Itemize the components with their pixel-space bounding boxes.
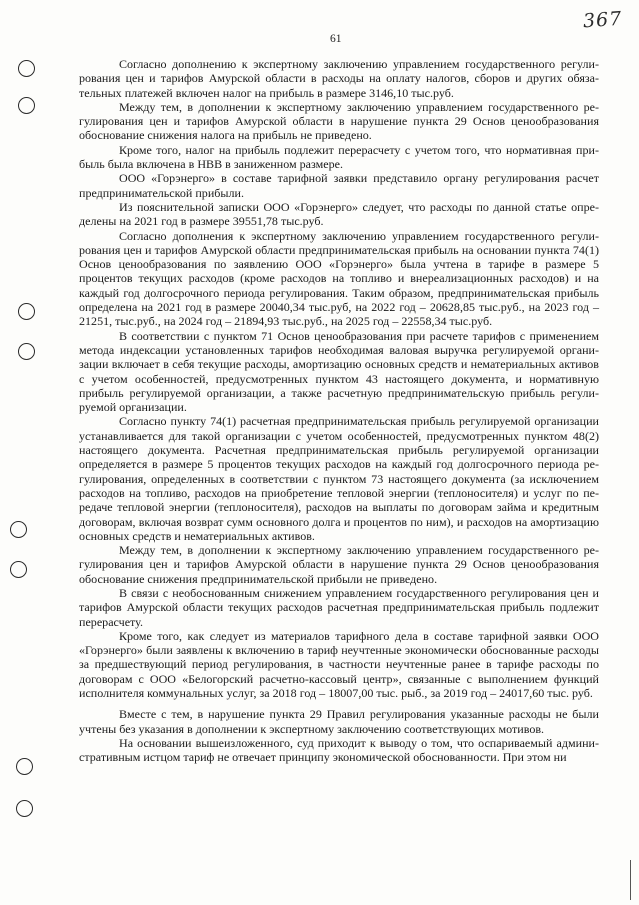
paragraph: Кроме того, налог на прибыль подлежит перерасчету с учетом того, что нормативная прибыль была включена в НВВ в заниженном размере. bbox=[79, 142, 599, 172]
handwritten-page-number: 367 bbox=[582, 7, 623, 33]
binder-hole-icon bbox=[18, 303, 35, 320]
paragraph: В связи с необоснованным снижением управлением государственного регулирования цен и тарифов Амурской области текущих расходов расчетная предпринимательская прибыль подлежит перерасчету. bbox=[79, 585, 599, 629]
paragraph: Согласно дополнению к экспертному заключению управлением государственного регулирования цен и тарифов Амурской области в расходы на оплату налогов, сборов и других обязательных платежей включен налог на прибыль в размере 3146,10 тыс.руб. bbox=[79, 57, 599, 100]
binder-hole-icon bbox=[10, 561, 27, 578]
paragraph: ООО «Горэнерго» в составе тарифной заявки представило органу регулирования расчет предпринимательской прибыли. bbox=[79, 171, 599, 200]
binder-hole-icon bbox=[18, 97, 35, 114]
page-number: 61 bbox=[330, 33, 342, 45]
paragraph: Согласно дополнения к экспертному заключению управлением государственного регулирования цен и тарифов Амурской области предпринимательская прибыль на основании пункта 74(1) Основ ценообразования по заявлению ООО «Горэнерго» была учтена в тарифе в размере 5 процентов текущих расходов (кроме расходов на топливо и внереализационных расходов) и на каждый год долгосрочного периода регулирования. Таким образом, предпринимательская прибыль определена на 2021 год в размере 20040,34 тыс.руб, на 2022 год – 20628,85 тыс.руб., на 2023 год – 21251, тыс.руб., на 2024 год – 21894,93 тыс.руб., на 2025 год – 22558,34 тыс.руб. bbox=[79, 228, 599, 329]
binder-hole-icon bbox=[16, 758, 33, 775]
paragraph: Вместе с тем, в нарушение пункта 29 Правил регулирования указанные расходы не были учтены без указания в дополнении к экспертному заключению соответствующих мотивов. bbox=[79, 707, 599, 736]
paragraph: Из пояснительной записки ООО «Горэнерго» следует, что расходы по данной статье определены на 2021 год в размере 39551,78 тыс.руб. bbox=[79, 199, 599, 229]
binder-hole-icon bbox=[18, 343, 35, 360]
binder-hole-icon bbox=[16, 800, 33, 817]
paragraph: На основании вышеизложенного, суд приходит к выводу о том, что оспариваемый административным истцом тариф не отвечает принципу экономической обоснованности. При этом ни bbox=[79, 735, 599, 765]
binder-hole-icon bbox=[18, 60, 35, 77]
paragraph: Согласно пункту 74(1) расчетная предпринимательская прибыль регулируемой организации устанавливается для такой организации с учетом особенностей, предусмотренных пунктом 48(2) настоящего документа. Расчетная предпринимательская прибыль регулируемой организации определяется в размере 5 процентов текущих расходов на каждый год долгосрочного периода регулирования, определенных в соответствии с пунктом 73 настоящего документа (за исключением расходов на топливо, расходов на приобретение тепловой энергии (теплоносителя) и услуг по передаче тепловой энергии (теплоносителя), расходов на выплаты по договорам займа и кредитным договорам, включая возврат сумм основного долга и процентов по ним), и расходов на амортизацию основных средств и нематериальных активов. bbox=[79, 414, 599, 543]
paragraph: В соответствии с пунктом 71 Основ ценообразования при расчете тарифов с применением метода индексации установленных тарифов необходимая валовая выручка регулируемой организации включает в себя текущие расходы, амортизацию основных средств и нематериальных активов с учетом особенностей, предусмотренных пунктом 43 настоящего документа, и нормативную прибыль регулируемой организации, а также расчетную предпринимательскую прибыль регулируемой организации. bbox=[79, 328, 599, 415]
body-text bbox=[79, 57, 599, 765]
binder-hole-icon bbox=[10, 521, 27, 538]
scan-edge-mark bbox=[630, 860, 631, 900]
paragraph: Между тем, в дополнении к экспертному заключению управлением государственного регулирования цен и тарифов Амурской области в нарушение пункта 29 Основ ценообразования обоснование снижения предпринимательской прибыли не приведено. bbox=[79, 543, 599, 586]
paragraph: Кроме того, как следует из материалов тарифного дела в составе тарифной заявки ООО «Горэнерго» были заявлены к включению в тариф неучтенные экономически обоснованные расходы за предшествующий период регулирования, в частности неучтенные ранее в тарифе расходы по договорам с ООО «Белогорский расчетно-кассовый центр», связанные с выполнением функций исполнителя коммунальных услуг, за 2018 год – 18007,00 тыс. рыб., за 2019 год – 24017,60 тыс. руб. bbox=[79, 628, 599, 701]
paragraph: Между тем, в дополнении к экспертному заключению управлением государственного регулирования цен и тарифов Амурской области в нарушение пункта 29 Основ ценообразования обоснование снижения налога на прибыль не приведено. bbox=[79, 99, 599, 143]
